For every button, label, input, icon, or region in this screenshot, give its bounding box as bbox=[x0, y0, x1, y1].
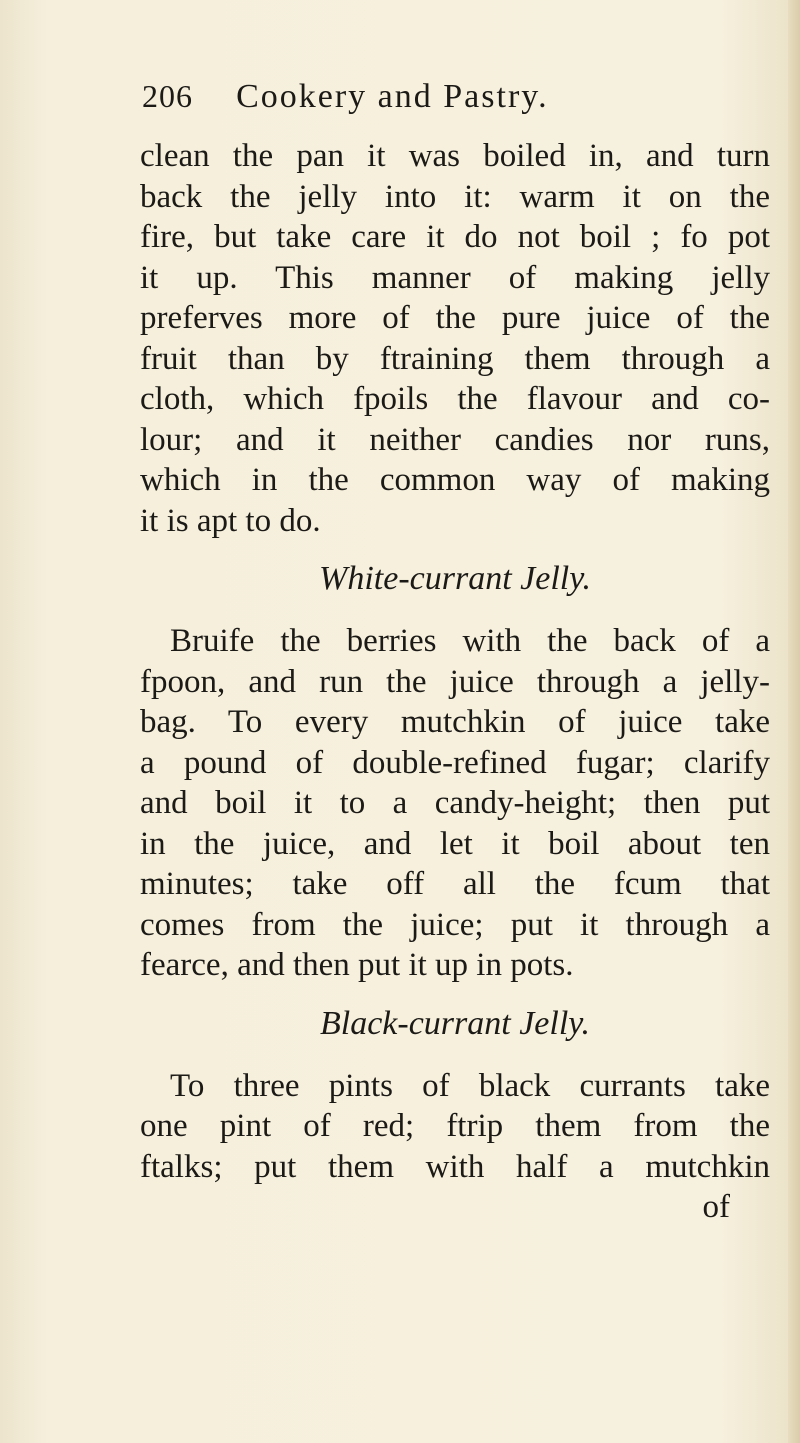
text-line: clean the pan it was boiled in, and turn bbox=[140, 138, 770, 174]
page-number: 206 bbox=[142, 78, 193, 114]
text-line: ftalks; put them with half a mutchkin bbox=[140, 1148, 770, 1185]
text-line: Bruife the berries with the back of a bbox=[170, 623, 770, 659]
text-line: fire, but take care it do not boil ; fo pot bbox=[140, 219, 770, 255]
text-line: To three pints of black currants take bbox=[170, 1067, 770, 1104]
text-line: a pound of double-refined fugar; clarify bbox=[140, 744, 770, 781]
text-line: lour; and it neither candies nor runs, bbox=[140, 421, 770, 458]
text-line: which in the common way of making bbox=[140, 462, 770, 498]
section-heading: White-currant Jelly. bbox=[319, 560, 591, 597]
text-line: back the jelly into it: warm it on the bbox=[140, 178, 770, 215]
text-line: in the juice, and let it boil about ten bbox=[140, 825, 770, 862]
text-line: and boil it to a candy-height; then put bbox=[140, 785, 770, 821]
text-line: fearce, and then put it up in pots. bbox=[140, 947, 574, 983]
text-line: it up. This manner of making jelly bbox=[140, 259, 770, 296]
paragraph bbox=[140, 136, 770, 541]
page-edge bbox=[788, 0, 800, 1443]
catchword: of bbox=[702, 1189, 730, 1225]
page-header bbox=[142, 78, 662, 128]
body-text bbox=[140, 136, 770, 1228]
text-line: minutes; take off all the fcum that bbox=[140, 866, 770, 902]
text-line: cloth, which fpoils the flavour and co- bbox=[140, 381, 770, 417]
section-heading: Black-currant Jelly. bbox=[319, 1004, 590, 1042]
text-line: preferves more of the pure juice of the bbox=[140, 300, 770, 336]
running-head: Cookery and Pastry. bbox=[236, 78, 549, 115]
text-line: fruit than by ftraining them through a bbox=[140, 340, 770, 377]
paragraph bbox=[140, 1066, 770, 1228]
text-line: comes from the juice; put it through a bbox=[140, 906, 770, 943]
text-line: one pint of red; ftrip them from the bbox=[140, 1108, 770, 1144]
text-line: fpoon, and run the juice through a jelly- bbox=[140, 663, 770, 700]
text-line: it is apt to do. bbox=[140, 502, 321, 539]
text-line: bag. To every mutchkin of juice take bbox=[140, 704, 770, 740]
paragraph bbox=[140, 621, 770, 986]
